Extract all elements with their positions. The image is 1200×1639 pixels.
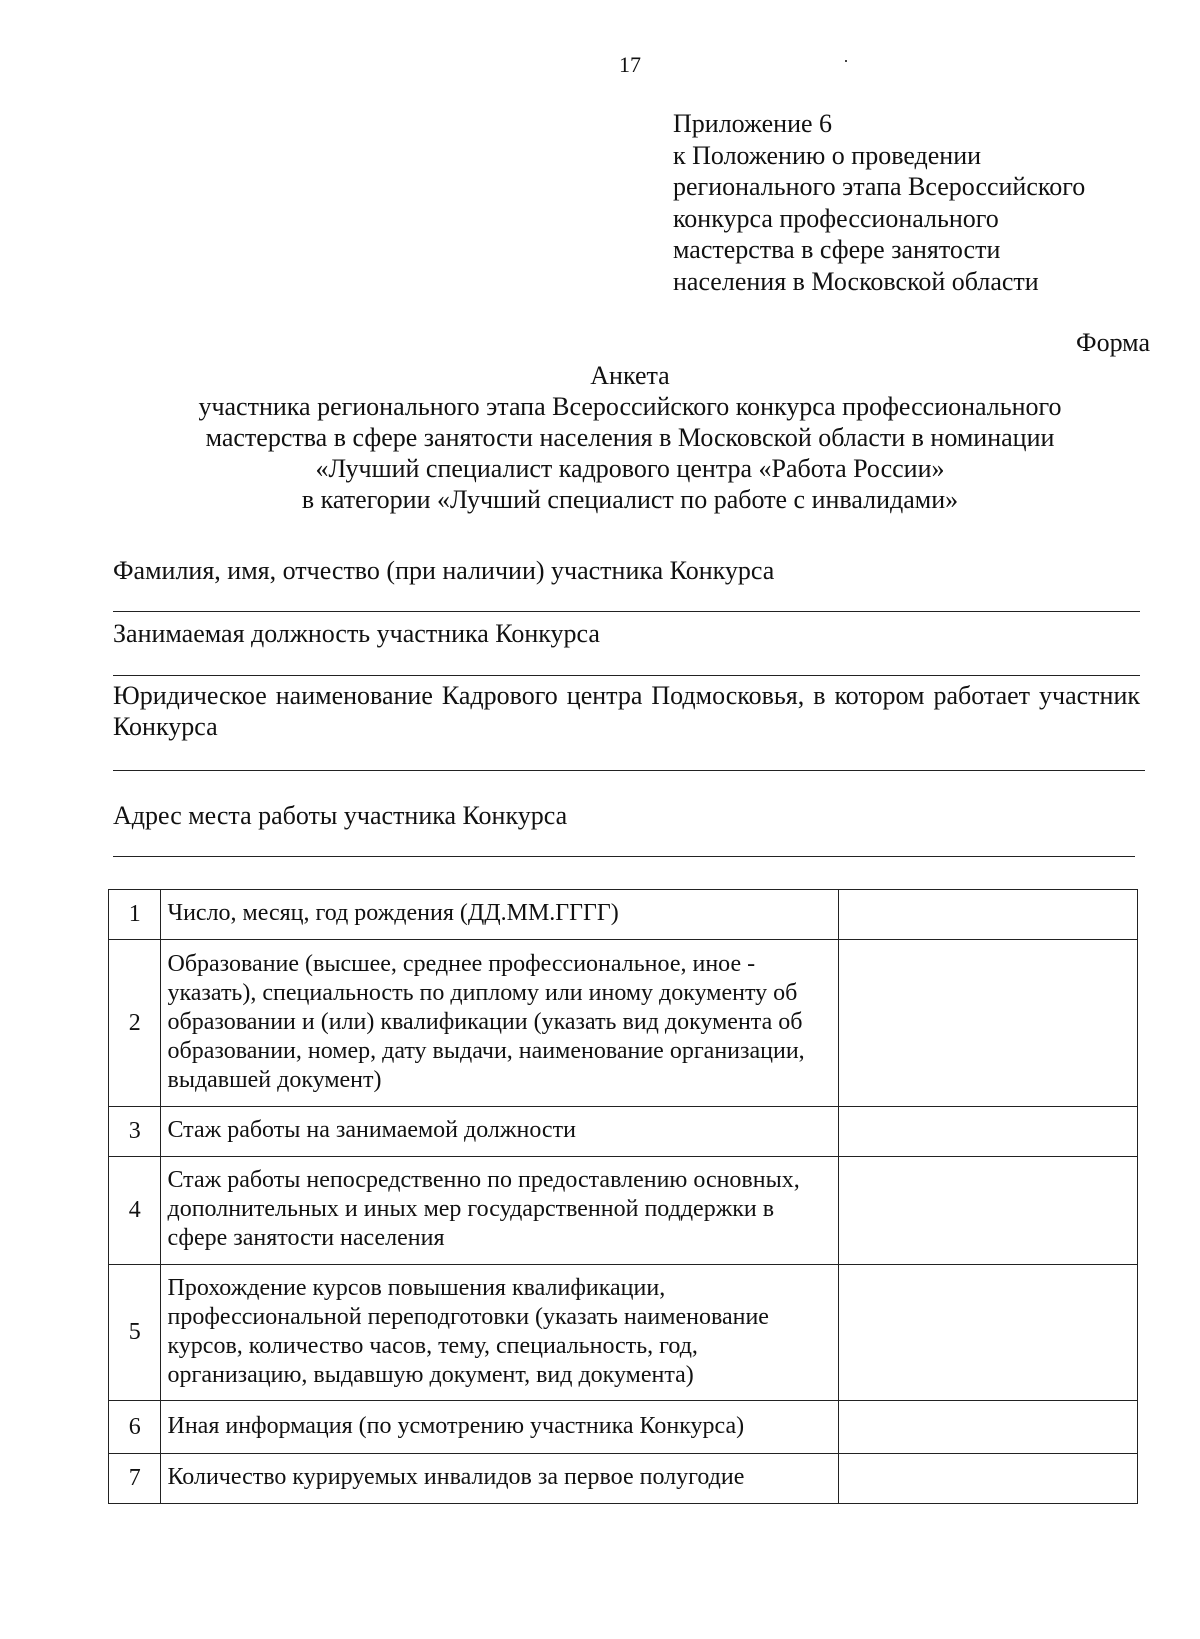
table-row bbox=[109, 940, 1138, 1107]
table-row bbox=[109, 1454, 1138, 1504]
row-question: Образование (высшее, среднее профессиональное, иное - указать), специальность по диплому или иному документу об образовании и (или) квалификации (указать вид документа об образовании, номер, дату выдачи, наименование организации, выдавшей документ) bbox=[161, 940, 839, 1107]
row-answer-cell[interactable] bbox=[839, 1107, 1138, 1157]
legal-name-line[interactable] bbox=[113, 770, 1145, 771]
heading-title: Анкета bbox=[590, 361, 670, 390]
row-number: 5 bbox=[109, 1265, 161, 1401]
form-label: Форма bbox=[1076, 328, 1150, 357]
row-answer-cell[interactable] bbox=[839, 1454, 1138, 1504]
table-row bbox=[109, 1157, 1138, 1265]
row-question: Стаж работы непосредственно по предоставлению основных, дополнительных и иных мер государственной поддержки в сфере занятости населения bbox=[161, 1157, 839, 1265]
row-number: 4 bbox=[109, 1157, 161, 1265]
page-number: 17 bbox=[619, 52, 641, 77]
row-question: Стаж работы на занимаемой должности bbox=[161, 1107, 839, 1157]
position-line[interactable] bbox=[113, 675, 1140, 676]
address-label: Адрес места работы участника Конкурса bbox=[113, 801, 568, 830]
heading-line: «Лучший специалист кадрового центра «Работа России» bbox=[315, 454, 945, 483]
row-question: Иная информация (по усмотрению участника Конкурса) bbox=[161, 1401, 839, 1454]
appendix-line: Приложение 6 bbox=[673, 109, 833, 138]
appendix-line: населения в Московской области bbox=[673, 266, 1039, 296]
position-label: Занимаемая должность участника Конкурса bbox=[113, 619, 600, 648]
row-answer-cell[interactable] bbox=[839, 940, 1138, 1107]
appendix-line: мастерства в сфере занятости bbox=[673, 235, 1001, 264]
row-answer-cell[interactable] bbox=[839, 890, 1138, 940]
row-question: Количество курируемых инвалидов за первое полугодие bbox=[161, 1454, 839, 1504]
row-number: 2 bbox=[109, 940, 161, 1107]
row-question: Число, месяц, год рождения (ДД.ММ.ГГГГ) bbox=[161, 890, 839, 940]
row-question: Прохождение курсов повышения квалификации, профессиональной переподготовки (указать наименование курсов, количество часов, тему, специальность, год, организацию, выдавшую документ, вид документа) bbox=[161, 1265, 839, 1401]
heading-line: в категории «Лучший специалист по работе с инвалидами» bbox=[301, 485, 959, 514]
legal-name-label: Юридическое наименование Кадрового центра Подмосковья, в котором работает участник Конкурса bbox=[113, 681, 1140, 741]
table-row bbox=[109, 1401, 1138, 1454]
row-answer-cell[interactable] bbox=[839, 1265, 1138, 1401]
appendix-line: конкурса профессионального bbox=[673, 203, 999, 233]
full-name-label: Фамилия, имя, отчество (при наличии) участника Конкурса bbox=[113, 556, 775, 585]
table-row bbox=[109, 890, 1138, 940]
document-heading bbox=[100, 360, 1160, 515]
scan-speck bbox=[845, 60, 847, 62]
full-name-line[interactable] bbox=[113, 611, 1140, 612]
appendix-line: регионального этапа Всероссийского bbox=[673, 172, 1086, 201]
heading-line: мастерства в сфере занятости населения в Московской области в номинации bbox=[205, 423, 1055, 452]
survey-table bbox=[108, 889, 1138, 1504]
table-row bbox=[109, 1107, 1138, 1157]
appendix-line: к Положению о проведении bbox=[673, 140, 982, 170]
row-number: 3 bbox=[109, 1107, 161, 1157]
row-number: 1 bbox=[109, 890, 161, 940]
row-answer-cell[interactable] bbox=[839, 1401, 1138, 1454]
row-number: 6 bbox=[109, 1401, 161, 1454]
table-row bbox=[109, 1265, 1138, 1401]
appendix-block bbox=[673, 108, 1085, 297]
address-line[interactable] bbox=[113, 856, 1135, 857]
row-number: 7 bbox=[109, 1454, 161, 1504]
row-answer-cell[interactable] bbox=[839, 1157, 1138, 1265]
heading-line: участника регионального этапа Всероссийского конкурса профессионального bbox=[198, 392, 1062, 421]
